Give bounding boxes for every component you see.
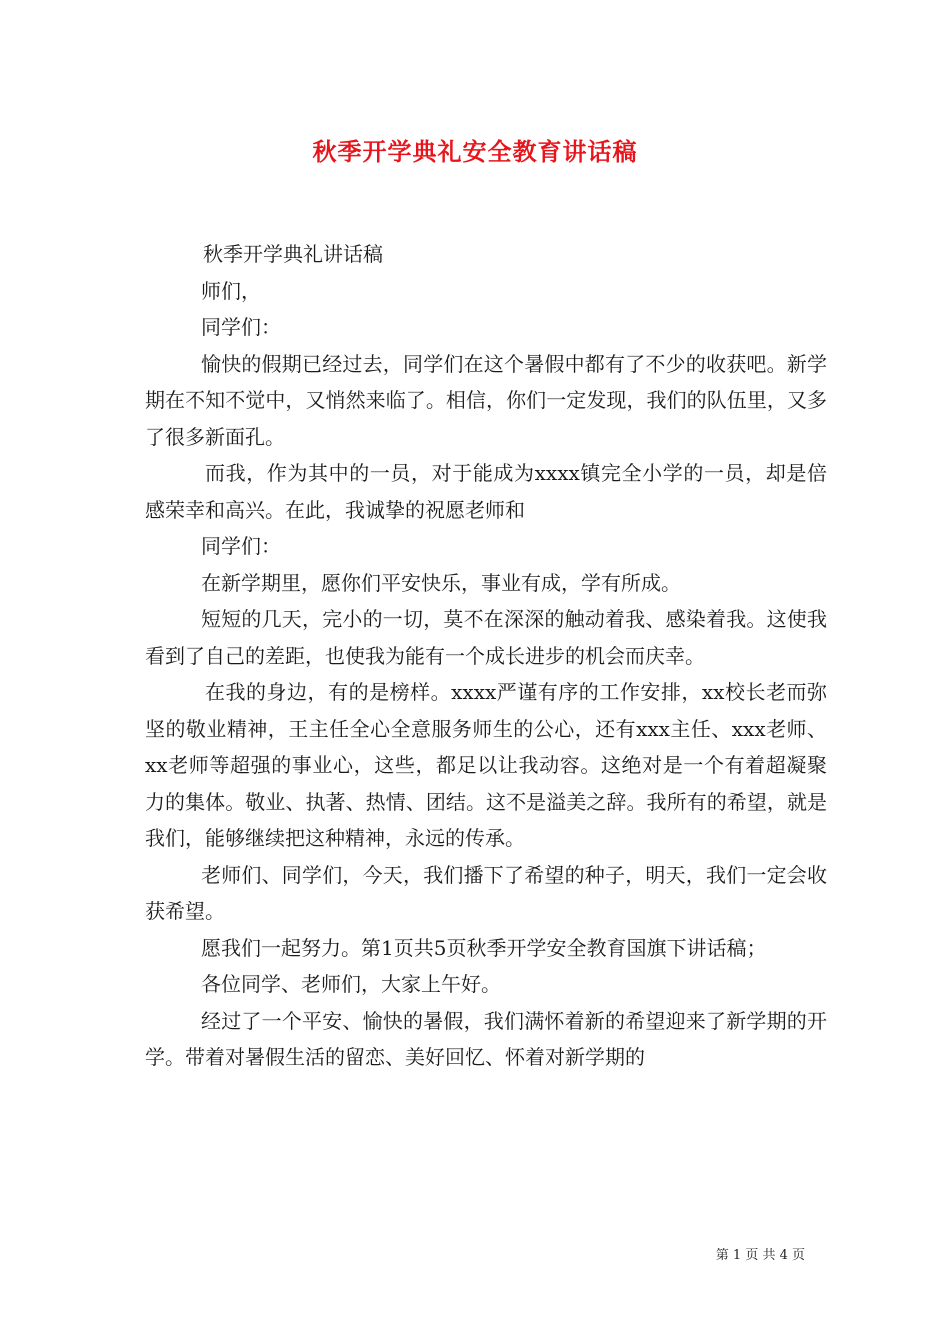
paragraph: 而我，作为其中的一员，对于能成为xxxx镇完全小学的一员，却是倍感荣幸和高兴。在此，我诚挚的祝愿老师和: [145, 461, 827, 522]
paragraph: 老师们、同学们，今天，我们播下了希望的种子，明天，我们一定会收获希望。: [145, 862, 827, 923]
paragraph: 在新学期里，愿你们平安快乐，事业有成，学有所成。: [201, 570, 681, 595]
paragraph: 经过了一个平安、愉快的暑假，我们满怀着新的希望迎来了新学期的开学。带着对暑假生活的留恋、美好回忆、怀着对新学期的: [145, 1008, 827, 1069]
page-number: 第 1 页 共 4 页: [715, 1248, 805, 1263]
paragraph: 同学们：: [201, 315, 281, 339]
paragraph: 秋季开学典礼讲话稿: [203, 242, 383, 266]
paragraph: 愿我们一起努力。第1页共5页秋季开学安全教育国旗下讲话稿；: [201, 935, 767, 960]
paragraph: 师们，: [201, 278, 261, 303]
paragraph: 短短的几天，完小的一切，莫不在深深的触动着我、感染着我。这使我看到了自己的差距，也使我为能有一个成长进步的机会而庆幸。: [145, 607, 827, 668]
document-body: [145, 236, 827, 1076]
document-title: 秋季开学典礼安全教育讲话稿: [312, 137, 638, 166]
paragraph: 在我的身边，有的是榜样。xxxx严谨有序的工作安排，xx校长老而弥坚的敬业精神，王主任全心全意服务师生的公心，还有xxx主任、xxx老师、xx老师等超强的事业心，这些，都足以让我动容。这绝对是一个有着超凝聚力的集体。敬业、执著、热情、团结。这不是溢美之辞。我所有的希望，就是我们，能够继续把这种精神，永远的传承。: [145, 680, 827, 850]
paragraph: 同学们：: [201, 534, 281, 558]
paragraph: 各位同学、老师们，大家上午好。: [201, 972, 501, 996]
paragraph: 愉快的假期已经过去，同学们在这个暑假中都有了不少的收获吧。新学期在不知不觉中，又悄然来临了。相信，你们一定发现，我们的队伍里，又多了很多新面孔。: [145, 351, 827, 449]
